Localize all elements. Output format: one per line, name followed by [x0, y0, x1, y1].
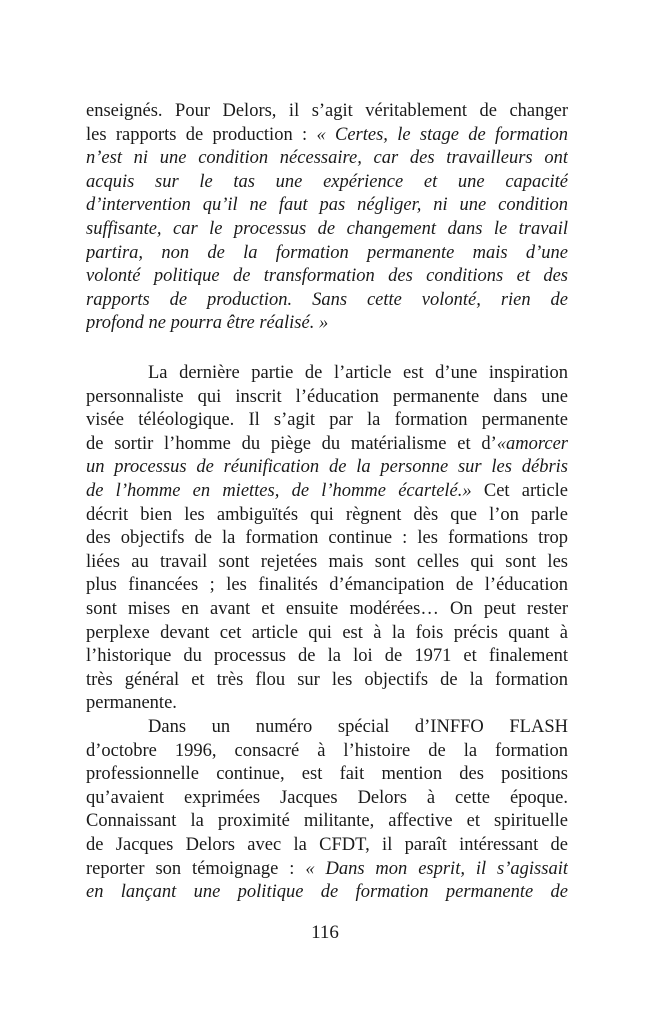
text-line: n’est ni une condition nécessaire, car des travailleurs ont [86, 148, 568, 169]
text-line: l’historique du processus de la loi de 1971 et finalement [86, 646, 568, 667]
text-line: un processus de réunification de la personne sur les débris [86, 457, 568, 478]
text-line: de Jacques Delors avec la CFDT, il paraît intéressant de [86, 834, 568, 855]
text-line: plus financées ; les finalités d’émancipation de l’éducation [86, 575, 568, 596]
page-number: 116 [311, 922, 339, 943]
paragraph-delors-quote [86, 100, 568, 336]
text-line: des objectifs de la formation continue : les formations trop [86, 528, 568, 549]
text-line: décrit bien les ambiguïtés qui règnent dès que l’on parle [86, 504, 568, 525]
text-line: La dernière partie de l’article est d’une inspiration [148, 363, 568, 383]
text-line: personnaliste qui inscrit l’éducation permanente dans une [86, 386, 568, 407]
text-line: suffisante, car le processus de changement dans le travail [86, 218, 568, 239]
text-line: Connaissant la proximité militante, affective et spirituelle [86, 811, 568, 832]
text-line: perplexe devant cet article qui est à la fois précis quant à [86, 622, 568, 643]
text-line: enseignés. Pour Delors, il s’agit véritablement de changer [86, 101, 568, 121]
text-line: de l’homme en miettes, de l’homme écartelé.» Cet article [86, 480, 568, 501]
text-line: professionnelle continue, est fait mention des positions [86, 764, 568, 785]
text-line: sont mises en avant et ensuite modérées… On peut rester [86, 598, 568, 619]
text-line: Dans un numéro spécial d’INFFO FLASH [148, 717, 568, 737]
text-line: liées au travail sont rejetées mais sont celles qui sont les [86, 551, 568, 572]
text-line: qu’avaient exprimées Jacques Delors à cette époque. [86, 787, 568, 808]
text-line: très général et très flou sur les objectifs de la formation [86, 669, 568, 690]
paragraph-personnaliste [86, 362, 568, 716]
text-line: permanente. [86, 693, 177, 714]
text-line: d’octobre 1996, consacré à l’histoire de la formation [86, 740, 568, 761]
text-line: de sortir l’homme du piège du matérialisme et d’«amorcer [86, 433, 568, 454]
text-line: volonté politique de transformation des conditions et des [86, 266, 568, 287]
text-line: acquis sur le tas une expérience et une capacité [86, 171, 568, 192]
text-line: en lançant une politique de formation permanente de [86, 882, 568, 903]
paragraph-inffo-flash [86, 716, 568, 905]
text-line: profond ne pourra être réalisé. » [86, 313, 329, 334]
text-line: reporter son témoignage : « Dans mon esprit, il s’agissait [86, 858, 568, 879]
text-line: rapports de production. Sans cette volonté, rien de [86, 289, 568, 310]
text-line: d’intervention qu’il ne faut pas négliger, ni une condition [86, 195, 568, 216]
text-line: visée téléologique. Il s’agit par la formation permanente [86, 410, 568, 431]
text-line: les rapports de production : « Certes, le stage de formation [86, 124, 568, 145]
text-line: partira, non de la formation permanente mais d’une [86, 242, 568, 263]
